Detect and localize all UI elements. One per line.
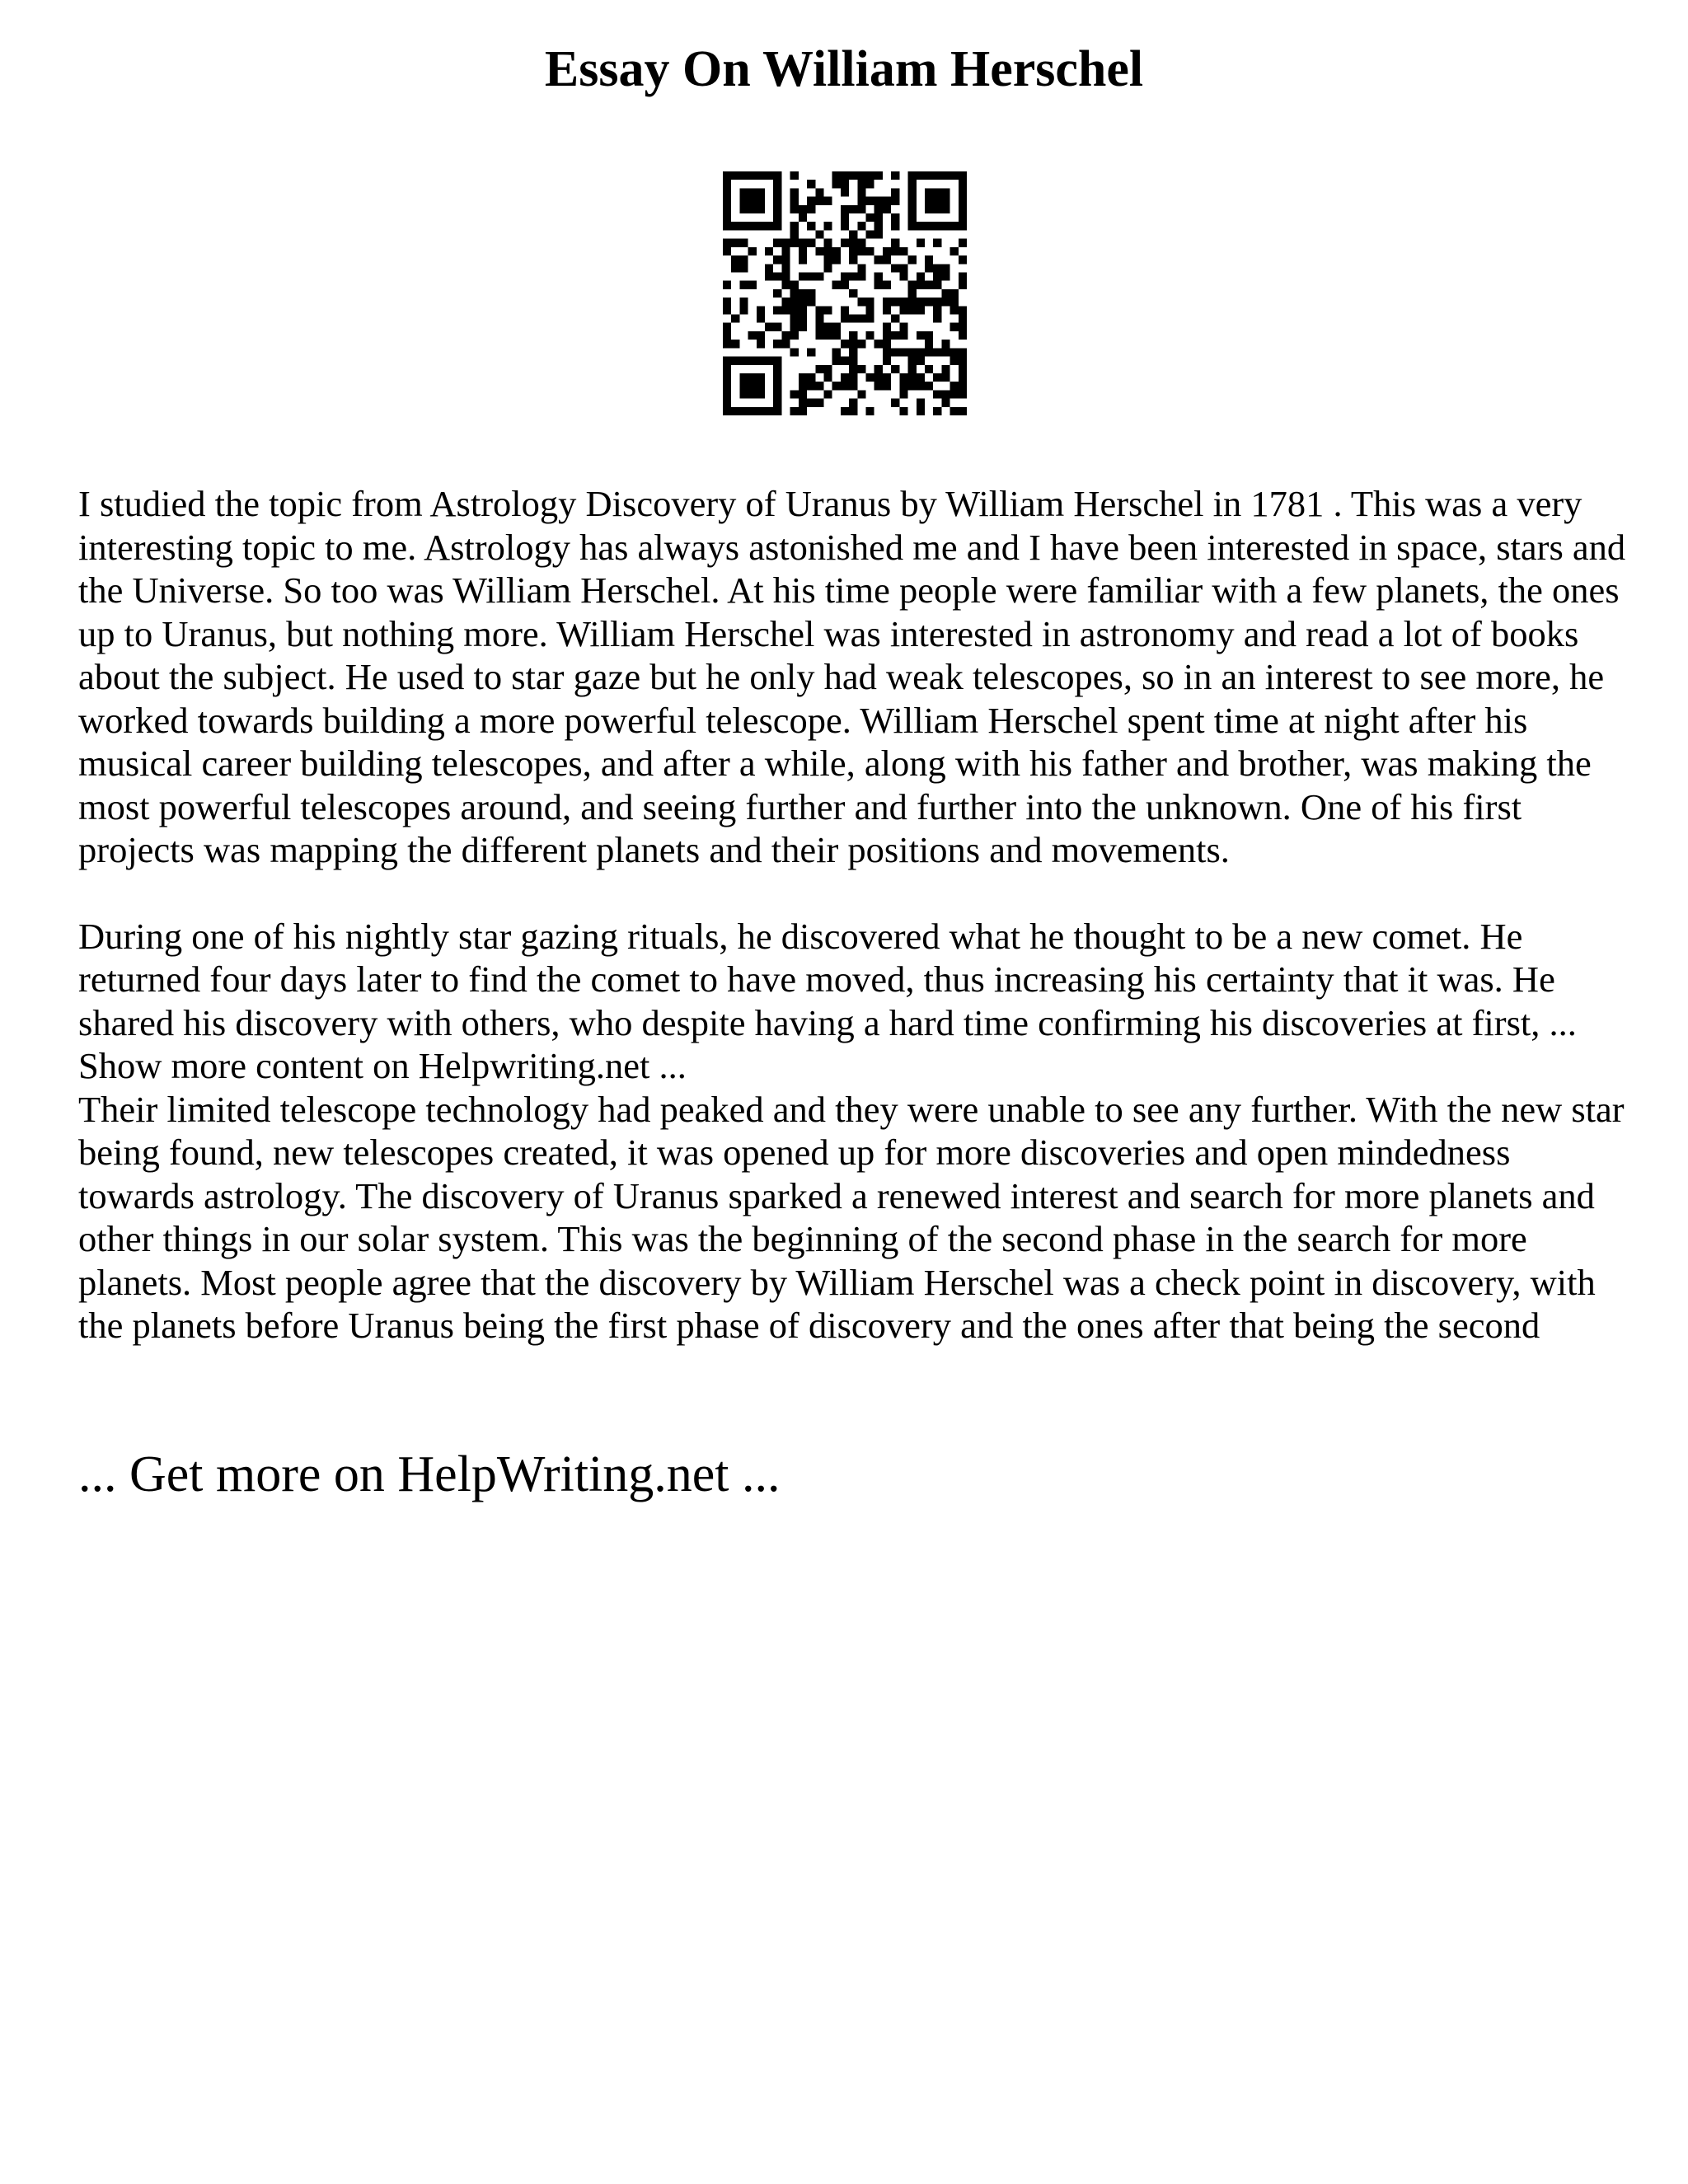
paragraph-spacer <box>78 872 1628 915</box>
show-more-link[interactable]: Show more content on Helpwriting.net ... <box>78 1045 687 1086</box>
page-title: Essay On William Herschel <box>544 41 1144 97</box>
essay-paragraph-3: Their limited telescope technology had peaked and they were unable to see any further. With the new star being found, new telescopes created, it was opened up for more discoveries and open mindedness towards astrology. The discovery of Uranus sparked a renewed interest and search for more planets and other things in our solar system. This was the beginning of the second phase in the search for more planets. Most people agree that the discovery by William Herschel was a check point in discovery, with the planets before Uranus being the first phase of discovery and the ones after that being the second <box>78 1088 1625 1346</box>
essay-paragraph-2 <box>78 915 1628 1088</box>
essay-body <box>78 482 1628 1347</box>
essay-paragraph-1: I studied the topic from Astrology Discovery of Uranus by William Herschel in 1781 . This was a very interesting topic to me. Astrology has always astonished me and I have been interested in space, stars and the Universe. So too was William Herschel. At his time people were familiar with a few planets, the ones up to Uranus, but nothing more. William Herschel was interested in astronomy and read a lot of books about the subject. He used to star gaze but he only had weak telescopes, so in an interest to see more, he worked towards building a more powerful telescope. William Herschel spent time at night after his musical career building telescopes, and after a while, along with his father and brother, was making the most powerful telescopes around, and seeing further and further into the unknown. One of his first projects was mapping the different planets and their positions and movements. <box>78 483 1626 870</box>
get-more-link[interactable]: ... Get more on HelpWriting.net ... <box>78 1446 781 1502</box>
qr-code-icon <box>723 171 967 415</box>
essay-paragraph-2-text: During one of his nightly star gazing rituals, he discovered what he thought to be a new comet. He returned four days later to find the comet to have moved, thus increasing his certainty that it was. He shared his discovery with others, who despite having a hard time confirming his discoveries at first, ... <box>78 915 1577 1043</box>
